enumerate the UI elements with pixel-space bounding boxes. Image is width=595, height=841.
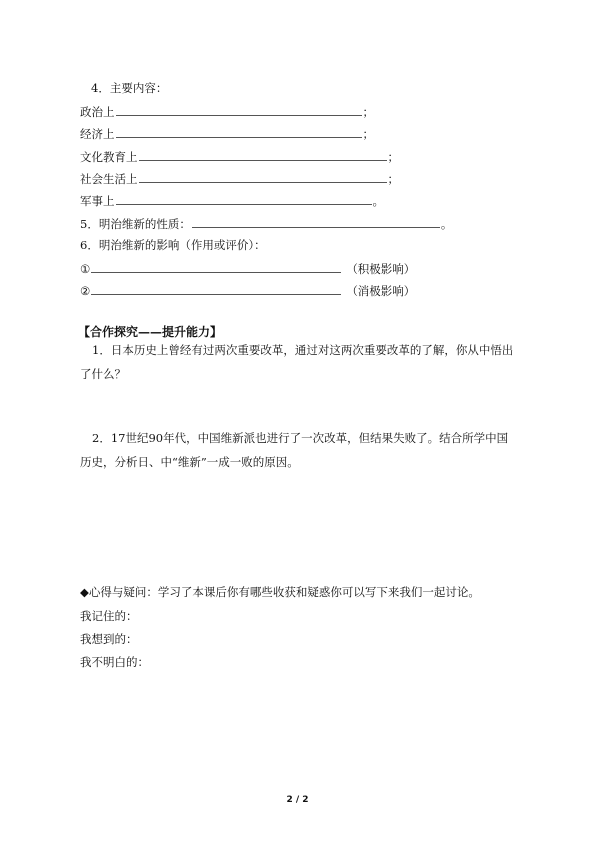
label-economy: 经济上 <box>80 127 115 141</box>
fill-politics <box>80 104 374 119</box>
blank-military[interactable] <box>116 193 372 205</box>
blank-politics[interactable] <box>116 104 362 116</box>
end-social: ； <box>387 172 399 186</box>
inquiry-q2: 2．17世纪90年代，中国维新派也进行了一次改革，但结果失败了。结合所学中国历史，分析日、中“维新”一成一败的原因。 <box>80 431 509 469</box>
end-military: 。 <box>372 194 384 208</box>
page-number: 2 / 2 <box>286 795 309 805</box>
label-q5: 5．明治维新的性质： <box>80 217 191 231</box>
blank-effect1[interactable] <box>91 261 341 273</box>
reflection-intro: ◆心得与疑问：学习了本课后你有哪些收获和疑惑你可以写下来我们一起讨论。 <box>80 585 480 599</box>
note-effect2: （消极影响） <box>346 284 416 298</box>
inquiry-q1: 1．日本历史上曾经有过两次重要改革，通过对这两次重要改革的了解，你从中悟出了什么？ <box>80 343 514 381</box>
label-culture: 文化教育上 <box>80 150 138 164</box>
end-economy: ； <box>362 127 374 141</box>
marker-effect2: ② <box>80 284 91 298</box>
marker-effect1: ① <box>80 262 91 276</box>
q4-title: 4．主要内容： <box>91 81 168 95</box>
reflection-remembered: 我记住的： <box>80 609 138 623</box>
note-effect1: （积极影响） <box>346 262 416 276</box>
fill-culture <box>80 149 399 164</box>
end-politics: ； <box>362 105 374 119</box>
reflection-unclear: 我不明白的： <box>80 655 149 669</box>
label-social: 社会生活上 <box>80 172 138 186</box>
fill-economy <box>80 126 374 141</box>
blank-effect2[interactable] <box>91 283 341 295</box>
inquiry-title: 【合作探究——提升能力】 <box>78 325 223 339</box>
blank-culture[interactable] <box>139 149 387 161</box>
blank-economy[interactable] <box>116 126 362 138</box>
end-culture: ； <box>387 150 399 164</box>
fill-social <box>80 171 399 186</box>
fill-q5 <box>80 216 452 231</box>
fill-effect1 <box>80 261 415 276</box>
q6-title: 6．明治维新的影响（作用或评价）： <box>80 238 266 252</box>
fill-effect2 <box>80 283 415 298</box>
reflection-thought: 我想到的： <box>80 632 138 646</box>
label-politics: 政治上 <box>80 105 115 119</box>
label-military: 军事上 <box>80 194 115 208</box>
fill-military <box>80 193 384 208</box>
end-q5: 。 <box>440 217 453 231</box>
blank-social[interactable] <box>139 171 387 183</box>
blank-q5[interactable] <box>192 216 440 228</box>
